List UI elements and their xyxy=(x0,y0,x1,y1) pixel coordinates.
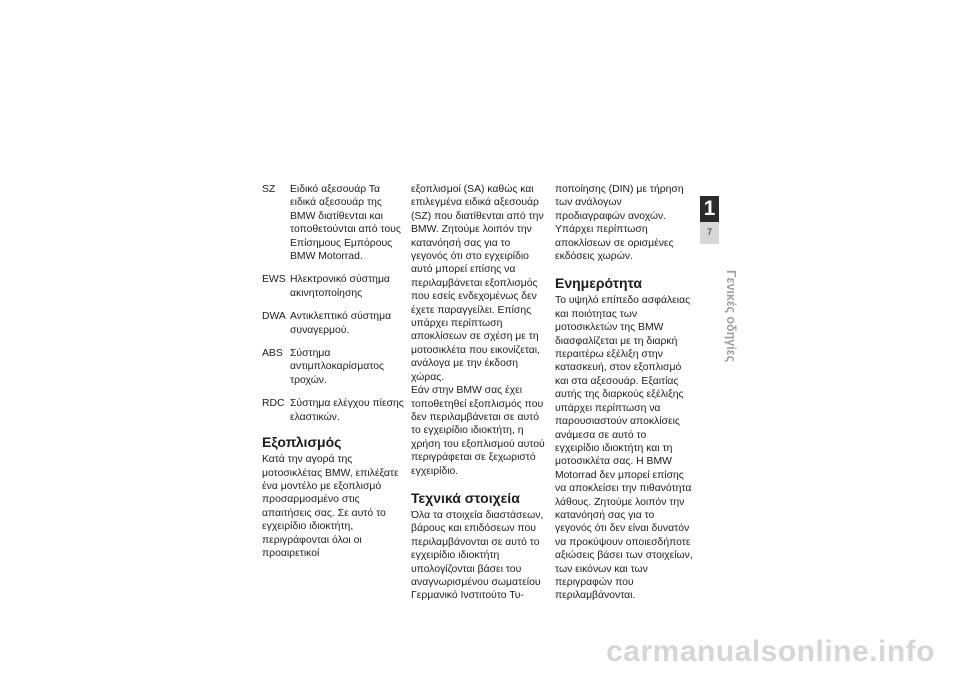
abbreviation-ews xyxy=(262,273,404,300)
paragraph-equipment: Κατά την αγορά της μοτοσικλέτας BMW, επιλέξατε ένα μοντέλο με εξοπλισμό προσαρμοσμένο στις απαιτήσεις σας. Σε αυτό το εγχειρίδιο ιδιοκτήτη, περιγράφονται όλοι οι προαιρετικοί xyxy=(262,454,399,559)
abbreviation-value: Σύστημα ελέγχου πίεσης ελαστικών. xyxy=(290,398,404,423)
column-2 xyxy=(411,183,548,603)
chapter-title: Γενικές οδηγίες xyxy=(724,270,738,363)
heading-technical-data: Τεχνικά στοιχεία xyxy=(411,489,520,506)
chapter-number: 1 xyxy=(700,196,719,222)
abbreviation-key: DWA xyxy=(262,311,286,323)
paragraph-technical-data: Όλα τα στοιχεία διαστάσεων, βάρους και επιδόσεων που περιλαμβάνονται σε αυτό το εγχειρίδιο ιδιοκτήτη υπολογίζονται βάσει του αναγνωρισμένου σωματείου Γερμανικό Ινστιτούτο Τυ- xyxy=(411,509,544,602)
abbreviation-value: Αντικλεπτικό σύστημα συναγερμού. xyxy=(290,311,392,336)
abbreviation-key: EWS xyxy=(262,274,286,286)
paragraph-technical-data-cont: ποποίησης (DIN) με τήρηση των ανάλογων προδιαγραφών ανοχών. Υπάρχει περίπτωση αποκλίσεων σε ορισμένες εκδόσεις χωρών. xyxy=(555,184,684,263)
abbreviation-sz xyxy=(262,183,404,263)
abbreviation-value: Σύστημα αντιμπλοκαρίσματος τροχών. xyxy=(290,348,385,386)
abbreviation-key: ABS xyxy=(262,348,283,360)
abbreviation-key: RDC xyxy=(262,398,285,410)
abbreviation-value: Ειδικό αξεσουάρ Τα ειδικά αξεσουάρ της BMW διατίθενται και τοποθετούνται από τους Επίσημους Εμπόρους BMW Motorrad. xyxy=(290,184,401,263)
abbreviation-key: SZ xyxy=(262,184,276,195)
abbreviation-rdc xyxy=(262,397,404,424)
column-1 xyxy=(262,183,404,560)
abbreviation-value: Ηλεκτρονικό σύστημα ακινητοποίησης xyxy=(290,274,390,299)
paragraph-currency: Το υψηλό επίπεδο ασφάλειας και ποιότητας των μοτοσικλετών της BMW διασφαλίζεται με τη διαρκή περαιτέρω εξέλιξη στην κατασκευή, στον εξοπλισμό και στα αξεσουάρ. Εξαιτίας αυτής της διαρκούς εξέλιξης υπάρχει περίπτωση να παρουσιαστούν αποκλίσεις ανάμεσα σε αυτό το εγχειρίδιο ιδιοκτήτη και τη μοτοσικλέτα σας. Η BMW Motorrad δεν μπορεί επίσης να αποκλείσει την πιθανότητα λάθους. Ζητούμε λοιπόν την κατανόησή σας για το γεγονός ότι δεν είναι δυνατόν να προκύψουν οποιεσδήποτε αξιώσεις βάσει των στοιχείων, των εικόνων και των περιγραφών που περιλαμβάνονται. xyxy=(555,295,693,602)
page-number: 7 xyxy=(706,227,712,237)
paragraph-equipment-cont: εξοπλισμοί (SA) καθώς και επιλεγμένα ειδικά αξεσουάρ (SZ) που διατίθενται από την BMW. Ζητούμε λοιπόν την κατανόησή σας για το γεγονός ότι στο εγχειρίδιο αυτό μπορεί επίσης να περιλαμβάνεται εξοπλισμός που εσείς ενδεχομένως δεν έχετε παραγγείλει. Επίσης υπάρχει περίπτωση αποκλίσεων σε σχέση με τη μοτοσικλέτα που εικονίζεται, ανάλογα με την έκδοση χώρας. xyxy=(411,184,544,383)
heading-equipment: Εξοπλισμός xyxy=(262,434,342,451)
heading-currency: Ενημερότητα xyxy=(555,275,642,292)
abbreviation-dwa xyxy=(262,310,404,337)
paragraph-extra-equipment: Εάν στην BMW σας έχει τοποθετηθεί εξοπλισμός που δεν περιλαμβάνεται σε αυτό το εγχειρίδιο ιδιοκτήτη, η χρήση του εξοπλισμού αυτού περιγράφεται σε ξεχωριστό εγχειρίδιο. xyxy=(411,385,545,477)
abbreviation-abs xyxy=(262,347,404,387)
column-3 xyxy=(555,183,693,603)
watermark: carmanualsonline.info xyxy=(606,635,935,668)
